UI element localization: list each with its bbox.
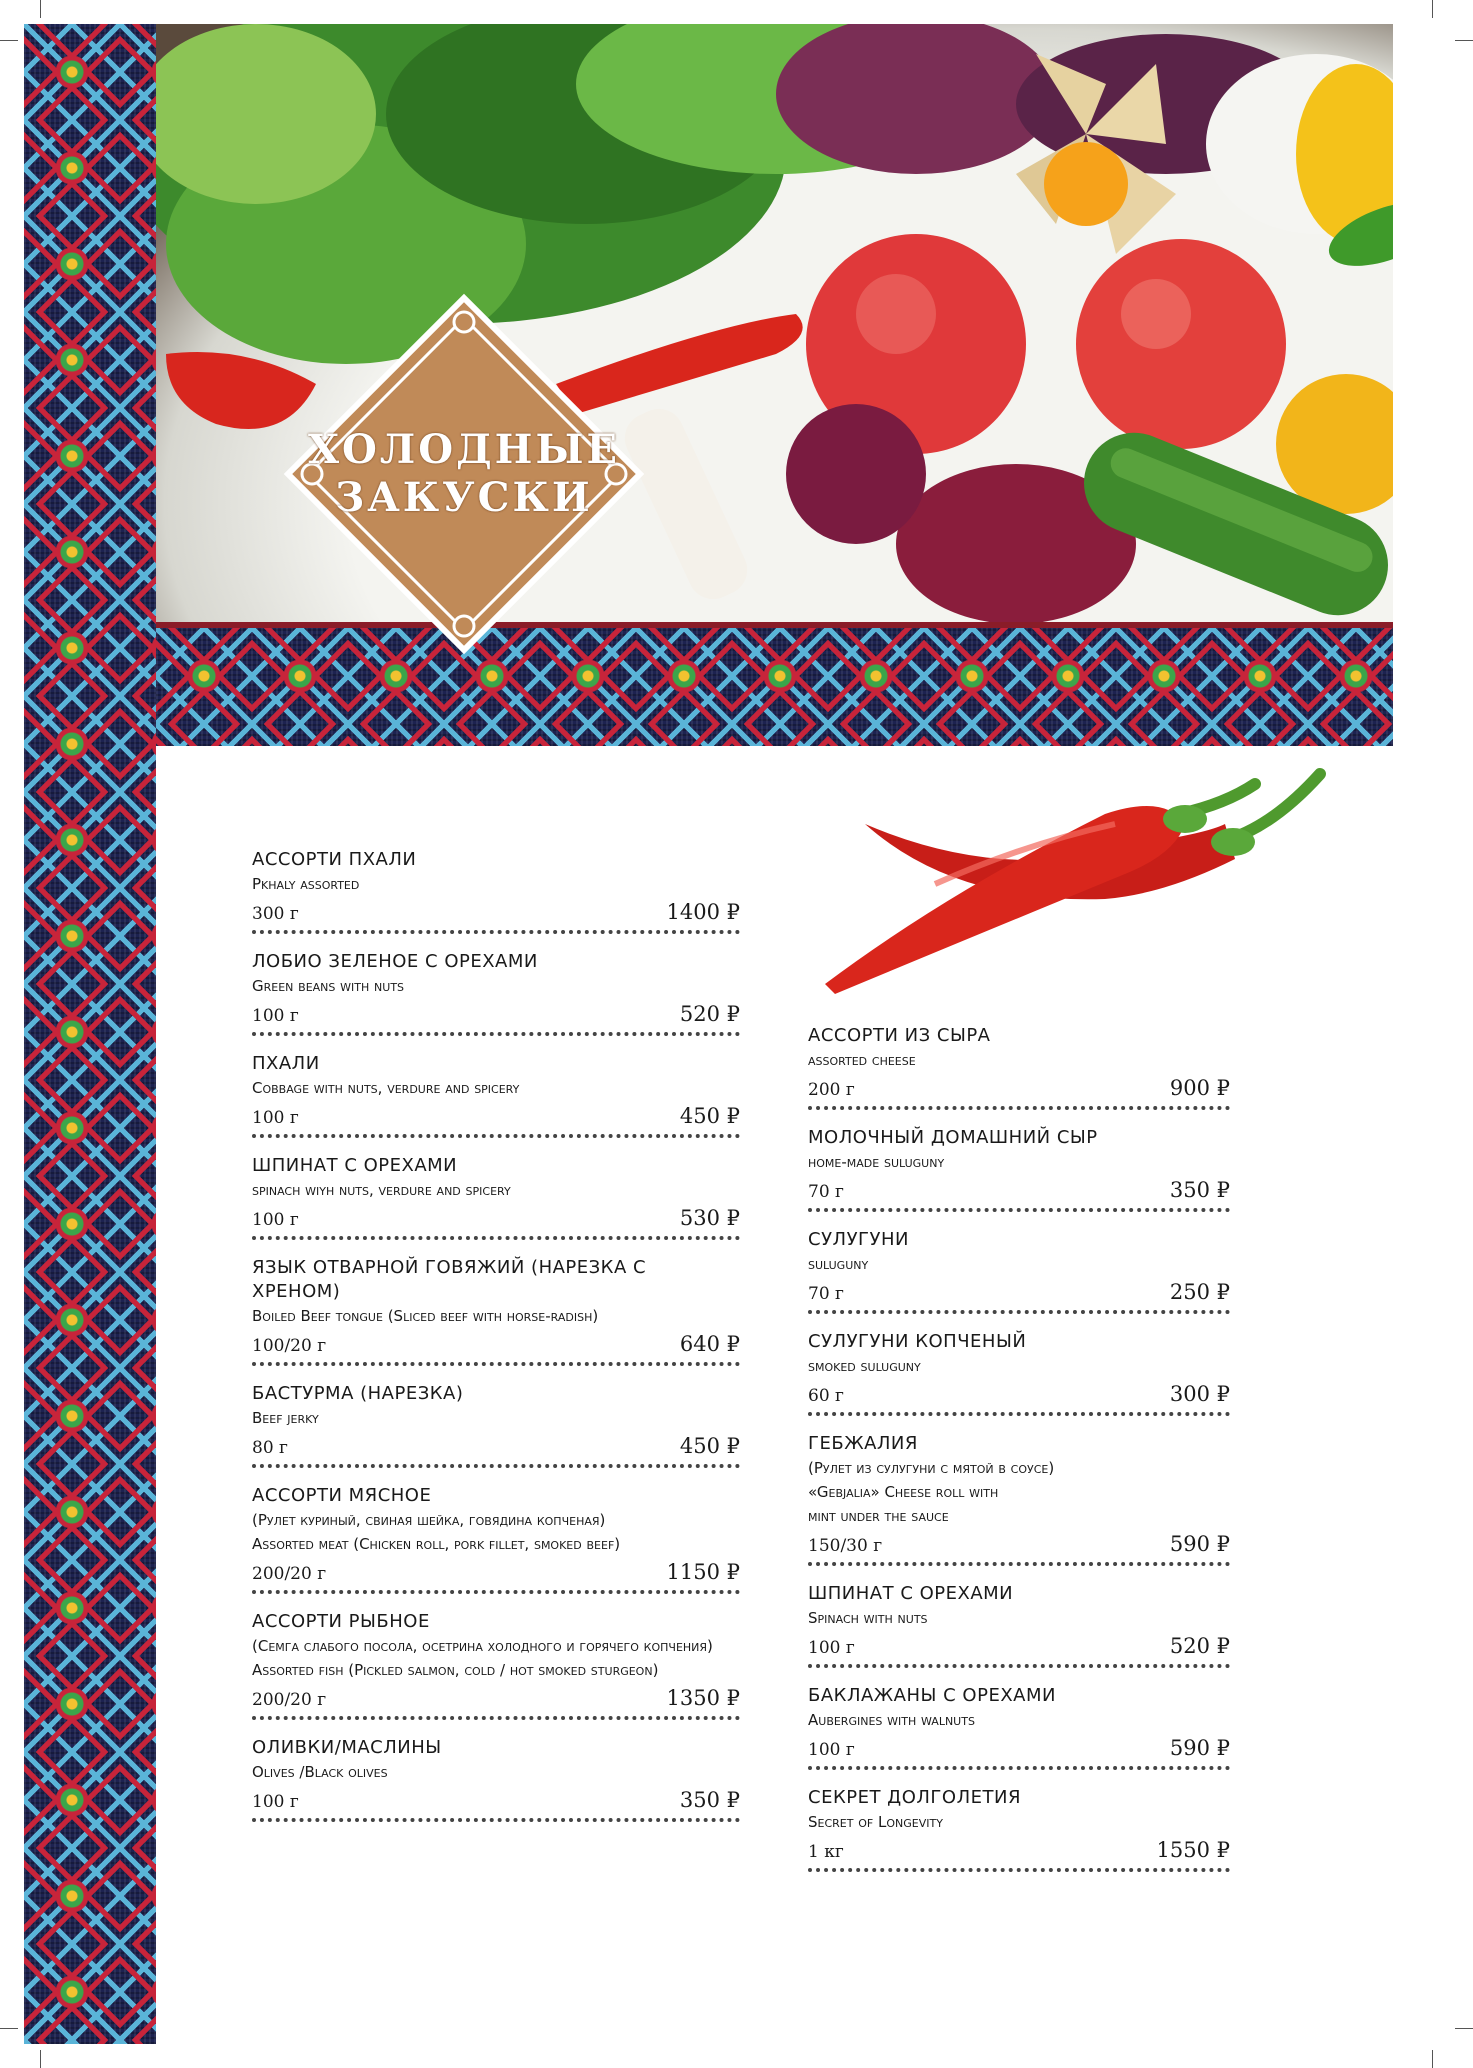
item-name: ШПИНАТ С ОРЕХАМИ [808, 1583, 1014, 1604]
item-name: ГЕБЖАЛИЯ [808, 1433, 918, 1454]
item-name: АССОРТИ РЫБНОЕ [252, 1611, 430, 1632]
item-description: Olives /Black olives [252, 1763, 388, 1781]
item-price: 350 ₽ [679, 1788, 740, 1812]
crop-mark [1432, 2050, 1433, 2068]
item-description: Cobbage with nuts, verdure and spicery [252, 1079, 520, 1097]
item-description: Pkhaly assorted [252, 875, 360, 893]
item-weight: 200/20 г [252, 1690, 327, 1710]
menu-item [252, 1610, 740, 1720]
menu-item [808, 1786, 1230, 1872]
item-description: Spinach with nuts [808, 1609, 928, 1627]
item-description: Assorted fish (Pickled salmon, cold / hot smoked sturgeon) [252, 1661, 659, 1679]
menu-item [252, 1256, 740, 1366]
item-price: 900 ₽ [1169, 1076, 1230, 1100]
item-price: 1400 ₽ [666, 900, 740, 924]
item-price: 1150 ₽ [666, 1560, 740, 1584]
item-weight: 100 г [808, 1740, 855, 1760]
item-description: «Gebjalia» Cheese roll with [808, 1483, 999, 1501]
menu-item [808, 1432, 1230, 1566]
item-name: БАКЛАЖАНЫ С ОРЕХАМИ [808, 1685, 1056, 1706]
item-name: СУЛУГУНИ [808, 1229, 909, 1250]
item-weight: 100 г [252, 1792, 299, 1812]
menu-item [252, 1382, 740, 1468]
item-description: Assorted meat (Chicken roll, pork fillet, smoked beef) [252, 1535, 621, 1553]
section-title [282, 292, 646, 656]
menu-item [808, 1684, 1230, 1770]
item-weight: 100 г [252, 1210, 299, 1230]
item-weight: 200 г [808, 1080, 855, 1100]
item-weight: 70 г [808, 1284, 844, 1304]
item-weight: 200/20 г [252, 1564, 327, 1584]
crop-mark [40, 0, 41, 18]
menu-item [252, 848, 740, 934]
menu-item [252, 1052, 740, 1138]
item-weight: 100 г [252, 1108, 299, 1128]
item-weight: 100 г [252, 1006, 299, 1026]
item-price: 300 ₽ [1169, 1382, 1230, 1406]
item-description: Beef jerky [252, 1409, 319, 1427]
menu-item [252, 1154, 740, 1240]
item-price: 590 ₽ [1169, 1532, 1230, 1556]
item-price: 590 ₽ [1169, 1736, 1230, 1760]
item-name: АССОРТИ ПХАЛИ [252, 849, 417, 870]
item-description: Aubergines with walnuts [808, 1711, 975, 1729]
item-price: 450 ₽ [679, 1434, 740, 1458]
item-name: МОЛОЧНЫЙ ДОМАШНИЙ СЫР [808, 1127, 1098, 1148]
ornament-side-strip [24, 24, 156, 2044]
item-name: СЕКРЕТ ДОЛГОЛЕТИЯ [808, 1787, 1021, 1808]
section-title-line1: ХОЛОДНЫЕ [307, 426, 620, 473]
item-price: 530 ₽ [679, 1206, 740, 1230]
item-description: Green beans with nuts [252, 977, 405, 995]
item-price: 640 ₽ [679, 1332, 740, 1356]
item-weight: 300 г [252, 904, 299, 924]
crop-mark [40, 2050, 41, 2068]
item-name: ПХАЛИ [252, 1053, 320, 1074]
item-description: home-made suluguny [808, 1153, 945, 1171]
item-description: Boiled Beef tongue (Sliced beef with horse-radish) [252, 1307, 599, 1325]
item-weight: 1 кг [808, 1842, 844, 1862]
crop-mark [0, 40, 18, 41]
menu-item [252, 1736, 740, 1822]
menu-item [808, 1582, 1230, 1668]
crop-mark [1455, 2028, 1473, 2029]
item-description: (Рулет куриный, свиная шейка, говядина копченая) [252, 1511, 606, 1529]
item-description: (Семга слабого посола, осетрина холодного и горячего копчения) [252, 1637, 713, 1655]
item-name: СУЛУГУНИ КОПЧЕНЫЙ [808, 1331, 1027, 1352]
item-weight: 100/20 г [252, 1336, 327, 1356]
menu-column-right [808, 1024, 1230, 1888]
item-name: ШПИНАТ С ОРЕХАМИ [252, 1155, 458, 1176]
item-price: 520 ₽ [679, 1002, 740, 1026]
item-description: (Рулет из сулугуни с мятой в соусе) [808, 1459, 1055, 1477]
item-name: ЯЗЫК ОТВАРНОЙ ГОВЯЖИЙ (НАРЕЗКА С ХРЕНОМ) [252, 1257, 647, 1302]
chili-peppers-image [805, 764, 1340, 1004]
item-weight: 60 г [808, 1386, 844, 1406]
item-weight: 150/30 г [808, 1536, 883, 1556]
item-description: suluguny [808, 1255, 869, 1273]
item-price: 450 ₽ [679, 1104, 740, 1128]
menu-column-left [252, 848, 740, 1838]
item-description: smoked suluguny [808, 1357, 921, 1375]
item-name: АССОРТИ МЯСНОЕ [252, 1485, 432, 1506]
item-weight: 100 г [808, 1638, 855, 1658]
section-title-line2: ЗАКУСКИ [335, 474, 593, 521]
item-description: Secret of Longevity [808, 1813, 943, 1831]
menu-item [252, 1484, 740, 1594]
item-price: 1550 ₽ [1156, 1838, 1230, 1862]
menu-item [252, 950, 740, 1036]
item-name: БАСТУРМА (НАРЕЗКА) [252, 1383, 464, 1404]
crop-mark [0, 2028, 18, 2029]
item-name: ЛОБИО ЗЕЛЕНОЕ С ОРЕХАМИ [252, 951, 538, 972]
item-price: 520 ₽ [1169, 1634, 1230, 1658]
item-price: 1350 ₽ [666, 1686, 740, 1710]
item-weight: 70 г [808, 1182, 844, 1202]
crop-mark [1455, 40, 1473, 41]
item-price: 350 ₽ [1169, 1178, 1230, 1202]
item-price: 250 ₽ [1169, 1280, 1230, 1304]
item-name: ОЛИВКИ/МАСЛИНЫ [252, 1737, 442, 1758]
menu-item [808, 1228, 1230, 1314]
item-description: assorted cheese [808, 1051, 916, 1069]
item-description: spinach wiyh nuts, verdure and spicery [252, 1181, 511, 1199]
menu-item [808, 1330, 1230, 1416]
item-description: mint under the sauce [808, 1507, 949, 1525]
menu-item [808, 1126, 1230, 1212]
item-name: АССОРТИ ИЗ СЫРА [808, 1025, 991, 1046]
section-title-badge [282, 292, 646, 656]
item-weight: 80 г [252, 1438, 288, 1458]
crop-mark [1432, 0, 1433, 18]
menu-item [808, 1024, 1230, 1110]
